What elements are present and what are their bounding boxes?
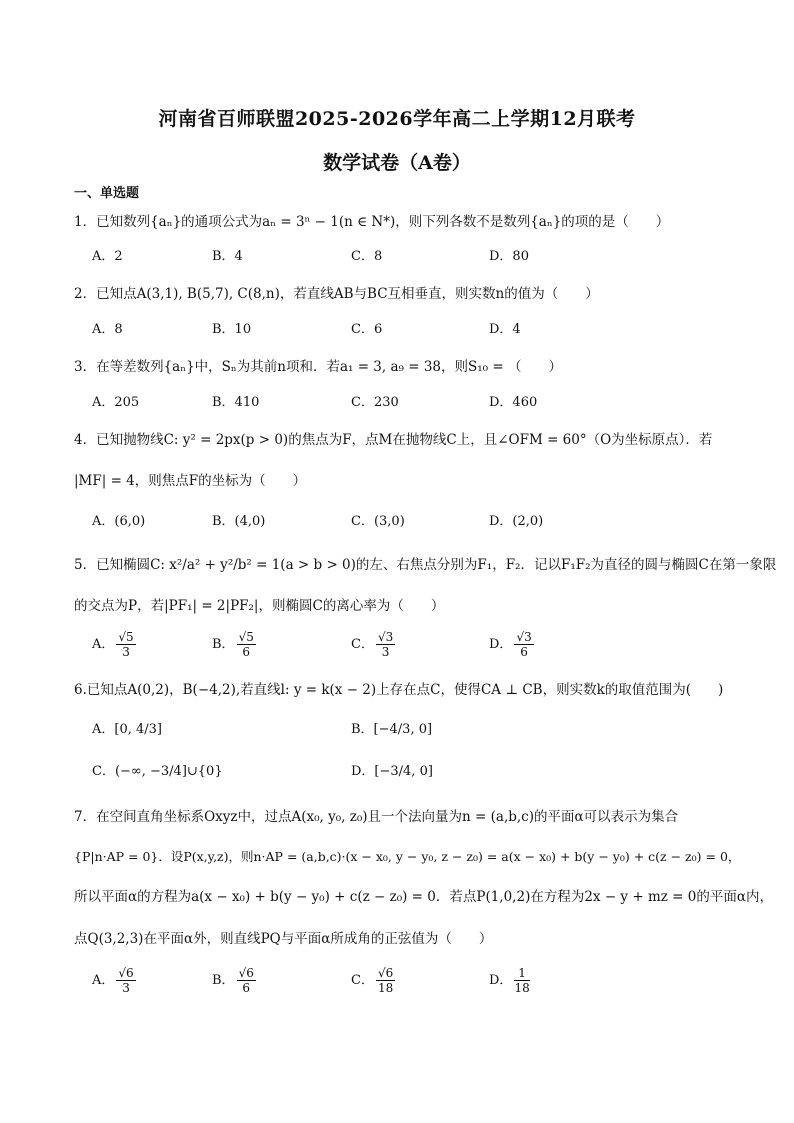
question-2-text: 2．已知点A(3,1), B(5,7), C(8,n)，若直线AB与BC互相垂直，则实数n的值为（ ）: [74, 286, 599, 302]
q7-option-b[interactable]: [212, 966, 258, 995]
q1-option-a[interactable]: A．2: [92, 249, 123, 264]
fraction: [376, 630, 395, 659]
denominator: 6: [520, 645, 528, 659]
fraction: [514, 966, 529, 995]
denominator: 3: [122, 645, 130, 659]
question-5-text-line-1: 5．已知椭圆C: x²/a² + y²/b² = 1(a > b > 0)的左、右焦点分别为F₁，F₂．记以F₁F₂为直径的圆与椭圆C在第一象限: [74, 557, 777, 573]
denominator: 18: [514, 981, 530, 995]
q4-option-c[interactable]: C．(3,0): [351, 514, 405, 529]
denominator: 6: [242, 645, 251, 659]
question-7-text-line-3: 所以平面α的方程为a(x − x₀) + b(y − y₀) + c(z − z₀) = 0．若点P(1,0,2)在方程为2x − y + mz = 0的平面α内，: [74, 889, 773, 905]
q5-option-c[interactable]: [351, 630, 397, 659]
q3-option-d[interactable]: D．460: [489, 395, 538, 410]
question-6-text: 6.已知点A(0,2)，B(−4,2),若直线l: y = k(x − 2)上存在点C，使得CA ⊥ CB，则实数k的取值范围为( ): [74, 682, 724, 698]
question-3-text: 3．在等差数列{aₙ}中，Sₙ为其前n项和．若a₁ = 3, a₉ = 38，则S₁₀ = （ ）: [74, 359, 562, 375]
denominator: 3: [122, 981, 130, 995]
denominator: 6: [242, 981, 251, 995]
page-subtitle: 数学试卷（A卷）: [323, 152, 471, 174]
denominator: 18: [377, 981, 394, 995]
section-heading: 一、单选题: [74, 186, 140, 201]
page-title: 河南省百师联盟2025-2026学年高二上学期12月联考: [158, 108, 636, 130]
numerator: √3: [377, 630, 394, 644]
fraction: [116, 630, 135, 659]
question-7-text-line-4: 点Q(3,2,3)在平面α外，则直线PQ与平面α所成角的正弦值为（ ）: [74, 931, 493, 947]
numerator: √5: [238, 630, 254, 644]
q4-option-a[interactable]: A．(6,0): [92, 514, 146, 529]
q5-option-a[interactable]: [92, 630, 138, 659]
question-4-text-line-1: 4．已知抛物线C: y² = 2px(p > 0)的焦点为F，点M在抛物线C上，且∠OFM = 60°（O为坐标原点）．若: [74, 432, 713, 448]
numerator: √5: [118, 630, 134, 644]
q3-option-c[interactable]: C．230: [351, 395, 399, 410]
q2-option-a[interactable]: A．8: [92, 322, 123, 337]
fraction: [237, 966, 256, 995]
fraction: [237, 630, 256, 659]
q3-option-a[interactable]: A．205: [92, 395, 140, 410]
question-7-text-line-2: {P|n·AP = 0}．设P(x,y,z)，则n·AP = (a,b,c)·(x − x₀, y − y₀, z − z₀) = a(x − x₀) + b(y − y₀) + c(z − z₀) = 0，: [74, 849, 741, 864]
question-7-text-line-1: 7．在空间直角坐标系Oxyz中，过点A(x₀, y₀, z₀)且一个法向量为n = (a,b,c)的平面α可以表示为集合: [74, 809, 679, 825]
q7-option-c[interactable]: [351, 966, 397, 995]
option-label: C．: [351, 973, 374, 988]
numerator: √6: [118, 966, 134, 980]
option-label: B．: [212, 973, 235, 988]
q6-option-c[interactable]: C．(−∞, −3/4]∪{0}: [92, 764, 223, 779]
option-label: A．: [92, 637, 115, 652]
question-1-text: 1．已知数列{aₙ}的通项公式为aₙ = 3ⁿ − 1(n ∈ N*)，则下列各数不是数列{aₙ}的项的是（ ）: [74, 214, 670, 230]
q1-option-b[interactable]: B．4: [212, 249, 243, 264]
option-label: C．: [351, 637, 374, 652]
q5-option-b[interactable]: [212, 630, 258, 659]
q1-option-d[interactable]: D．80: [489, 249, 529, 264]
q4-option-b[interactable]: B．(4,0): [212, 514, 266, 529]
q6-option-a[interactable]: A．[0, 4/3]: [92, 722, 162, 737]
question-4-text-line-2: |MF| = 4，则焦点F的坐标为（ ）: [74, 473, 307, 489]
q1-option-c[interactable]: C．8: [351, 249, 383, 264]
numerator: 1: [514, 966, 529, 981]
q7-option-d[interactable]: [489, 966, 532, 995]
option-label: D．: [489, 637, 513, 652]
option-label: B．: [212, 637, 235, 652]
question-5-text-line-2: 的交点为P，若|PF₁| = 2|PF₂|，则椭圆C的离心率为（ ）: [74, 598, 445, 614]
option-label: A．: [92, 973, 115, 988]
denominator: 3: [381, 645, 390, 659]
numerator: √6: [238, 966, 254, 980]
q2-option-b[interactable]: B．10: [212, 322, 252, 337]
q4-option-d[interactable]: D．(2,0): [489, 514, 544, 529]
fraction: [514, 630, 533, 659]
option-label: D．: [489, 973, 513, 988]
q2-option-d[interactable]: D．4: [489, 322, 521, 337]
numerator: √3: [516, 630, 532, 644]
q5-option-d[interactable]: [489, 630, 536, 659]
q6-option-b[interactable]: B．[−4/3, 0]: [351, 722, 433, 737]
numerator: √6: [377, 966, 394, 980]
q7-option-a[interactable]: [92, 966, 138, 995]
q3-option-b[interactable]: B．410: [212, 395, 260, 410]
fraction: [376, 966, 395, 995]
q2-option-c[interactable]: C．6: [351, 322, 383, 337]
fraction: [116, 966, 135, 995]
q6-option-d[interactable]: D．[−3/4, 0]: [351, 764, 433, 779]
